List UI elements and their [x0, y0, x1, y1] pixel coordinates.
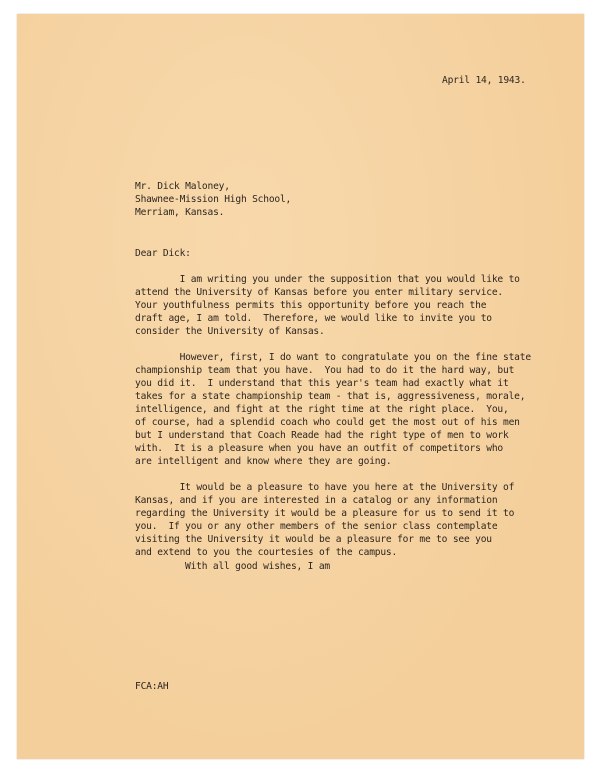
closing: With all good wishes, I am — [185, 561, 330, 572]
paragraph-2-line: However, first, I do want to congratulate you on the fine state — [135, 352, 531, 363]
reference-initials: FCA:AH — [135, 681, 169, 692]
paragraph-1-line: I am writing you under the supposition that you would like to — [135, 274, 520, 285]
paragraph-1-line: consider the University of Kansas. — [135, 326, 325, 337]
recipient-school: Shawnee-Mission High School, — [135, 194, 292, 205]
paragraph-2-line: of course, had a splendid coach who could get the most out of his men — [135, 417, 520, 428]
paragraph-3-line: It would be a pleasure to have you here at the University of — [135, 482, 515, 493]
paragraph-1-line: draft age, I am told. Therefore, we would like to invite you to — [135, 313, 492, 324]
paragraph-1-line: Your youthfulness permits this opportunity before you reach the — [135, 300, 487, 311]
paragraph-2-line: championship team that you have. You had to do it the hard way, but — [135, 365, 515, 376]
salutation: Dear Dick: — [135, 248, 191, 259]
paragraph-2-line: but I understand that Coach Reade had the right type of men to work — [135, 430, 509, 441]
paragraph-2-line: are intelligent and know where they are going. — [135, 456, 392, 467]
paragraph-2-line: takes for a state championship team - that is, aggressiveness, morale, — [135, 391, 526, 402]
paragraph-3-line: and extend to you the courtesies of the campus. — [135, 547, 398, 558]
letter-date: April 14, 1943. — [442, 75, 526, 86]
recipient-name: Mr. Dick Maloney, — [135, 181, 230, 192]
paragraph-3-line: visiting the University it would be a pleasure for me to see you — [135, 534, 492, 545]
paragraph-2-line: intelligence, and fight at the right time at the right place. You, — [135, 404, 509, 415]
paragraph-2-line: with. It is a pleasure when you have an outfit of competitors who — [135, 443, 504, 454]
paragraph-3-line: Kansas, and if you are interested in a catalog or any information — [135, 495, 498, 506]
recipient-city: Merriam, Kansas. — [135, 207, 225, 218]
paragraph-2-line: you did it. I understand that this year's team had exactly what it — [135, 378, 509, 389]
paragraph-1-line: attend the University of Kansas before you enter military service. — [135, 287, 504, 298]
paragraph-3-line: regarding the University it would be a pleasure for us to send it to — [135, 508, 515, 519]
letter-page — [17, 14, 584, 759]
paragraph-3-line: you. If you or any other members of the senior class contemplate — [135, 521, 498, 532]
